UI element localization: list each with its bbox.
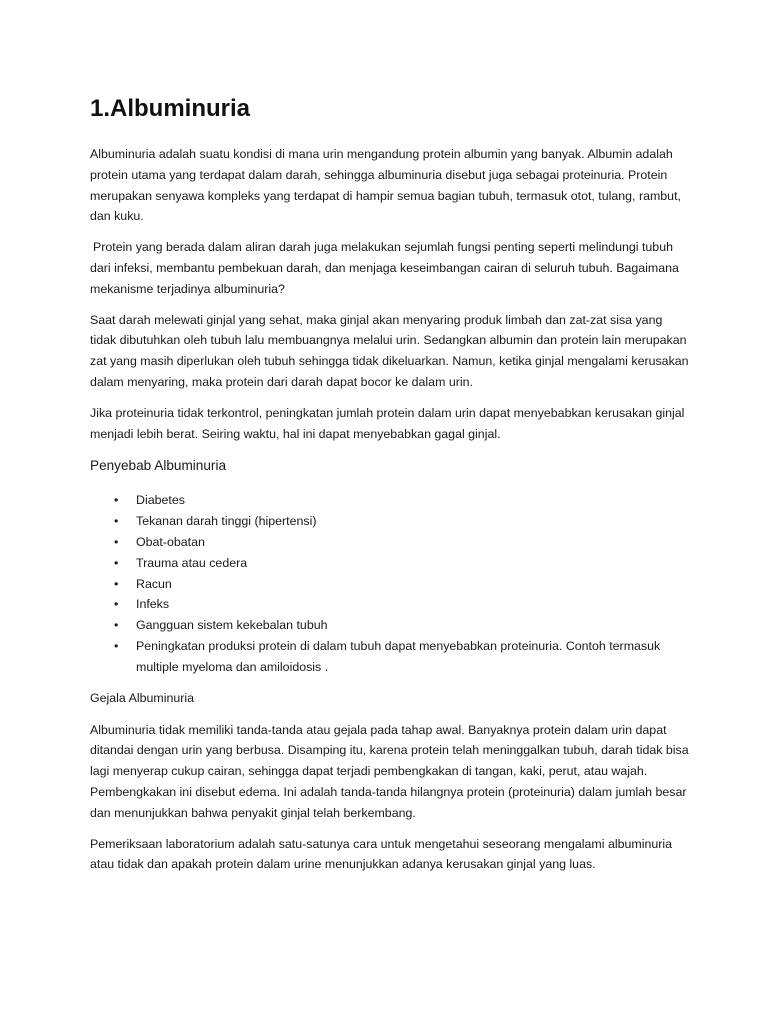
list-item (90, 532, 690, 553)
bullet-icon: • (114, 576, 119, 591)
bullet-icon: • (114, 638, 119, 653)
list-item-text: Tekanan darah tinggi (hipertensi) (136, 514, 317, 529)
list-item (90, 553, 690, 574)
list-item (90, 594, 690, 615)
list-item-text: Obat-obatan (136, 534, 205, 549)
intro-paragraph-1: Albuminuria adalah suatu kondisi di mana urin mengandung protein albumin yang banyak. Albumin adalah protein utama yang terdapat dalam darah, sehingga albuminuria disebut juga sebagai proteinuria. Protein merupakan senyawa kompleks yang terdapat di hampir semua bagian tubuh, termasuk otot, tulang, rambut, dan kuku. (90, 147, 681, 224)
list-item-text: Trauma atau cedera (136, 555, 248, 570)
document-title: 1.Albuminuria (90, 95, 251, 122)
list-item-text: Diabetes (136, 493, 185, 508)
intro-paragraph-4: Jika proteinuria tidak terkontrol, peningkatan jumlah protein dalam urin dapat menyebabkan kerusakan ginjal menjadi lebih berat. Seiring waktu, hal ini dapat menyebabkan gagal ginjal. (90, 405, 685, 441)
bullet-icon: • (114, 618, 119, 633)
causes-list (90, 490, 690, 677)
document-content (90, 94, 690, 885)
list-item-text: Gangguan sistem kekebalan tubuh (136, 618, 328, 633)
bullet-icon: • (114, 493, 119, 508)
symptoms-heading: Gejala Albuminuria (90, 690, 195, 705)
symptoms-paragraph-1: Albuminuria tidak memiliki tanda-tanda atau gejala pada tahap awal. Banyaknya protein dalam urin dapat ditandai dengan urin yang berbusa. Disamping itu, karena protein telah meninggalkan tubuh, darah tidak bisa lagi menyerap cukup cairan, sehingga dapat terjadi pembengkakan di tangan, kaki, perut, atau wajah. Pembengkakan ini disebut edema. Ini adalah tanda-tanda hilangnya protein (proteinuria) dalam jumlah besar dan menunjukkan bahwa penyakit ginjal telah berkembang. (90, 722, 689, 820)
intro-paragraph-3: Saat darah melewati ginjal yang sehat, maka ginjal akan menyaring produk limbah dan zat-zat sisa yang tidak dibutuhkan oleh tubuh lalu membuangnya melalui urin. Sedangkan albumin dan protein lain merupakan zat yang masih diperlukan oleh tubuh sehingga tidak dikeluarkan. Namun, ketika ginjal mengalami kerusakan dalam menyaring, maka protein dari darah dapat bocor ke dalam urin. (90, 312, 689, 389)
list-item (90, 511, 690, 532)
list-item (90, 615, 690, 636)
causes-heading: Penyebab Albuminuria (90, 458, 227, 474)
list-item (90, 490, 690, 511)
list-item (90, 636, 690, 678)
list-item-text: Racun (136, 576, 172, 591)
bullet-icon: • (114, 597, 119, 612)
bullet-icon: • (114, 534, 119, 549)
list-item-text: Peningkatan produksi protein di dalam tubuh dapat menyebabkan proteinuria. Contoh termasuk multiple myeloma dan amiloidosis . (136, 638, 661, 674)
list-item-text: Infeks (136, 597, 170, 612)
symptoms-paragraph-2: Pemeriksaan laboratorium adalah satu-satunya cara untuk mengetahui seseorang mengalami albuminuria atau tidak dan apakah protein dalam urine menunjukkan adanya kerusakan ginjal yang luas. (90, 836, 673, 872)
intro-paragraph-2: Protein yang berada dalam aliran darah juga melakukan sejumlah fungsi penting seperti melindungi tubuh dari infeksi, membantu pembekuan darah, dan menjaga keseimbangan cairan di seluruh tubuh. Bagaimana mekanisme terjadinya albuminuria? (90, 240, 679, 296)
bullet-icon: • (114, 555, 119, 570)
bullet-icon: • (114, 514, 119, 529)
list-item (90, 574, 690, 595)
